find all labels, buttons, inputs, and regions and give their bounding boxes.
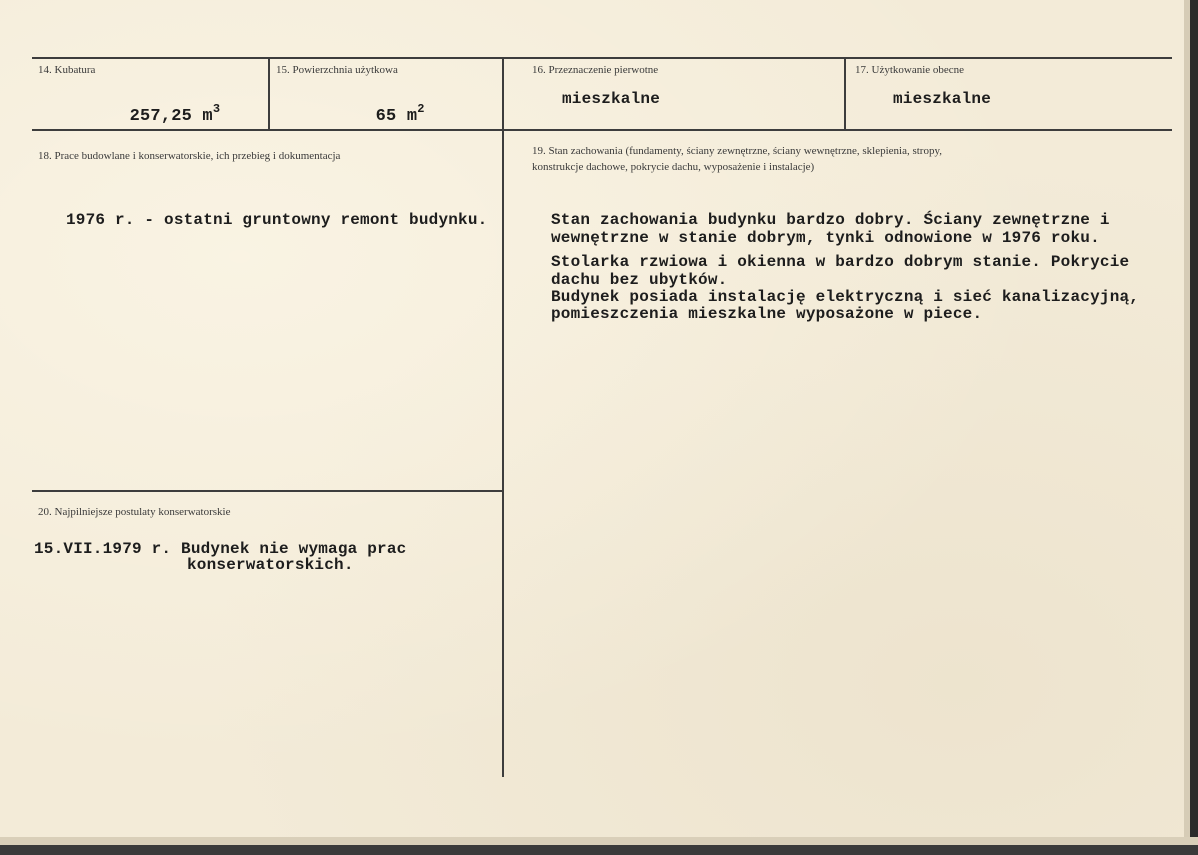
col-rule-1 [268, 57, 270, 129]
scan-border-right [1190, 0, 1198, 855]
stan-line-1: Stan zachowania budynku bardzo dobry. Ściany zewnętrzne i [551, 211, 1110, 229]
powierzchnia-number: 65 m [375, 107, 418, 126]
prace-text: 1976 r. - ostatni gruntowny remont budynku. [66, 211, 488, 229]
powierzchnia-label: 15. Powierzchnia użytkowa [276, 64, 398, 76]
stan-line-6: pomieszczenia mieszkalne wyposażone w piece. [551, 305, 983, 323]
przeznaczenie-label: 16. Przeznaczenie pierwotne [532, 64, 659, 76]
stan-label-line1: 19. Stan zachowania (fundamenty, ściany zewnętrzne, ściany wewnętrzne, sklepienia, stropy, [532, 145, 943, 157]
stan-line-3: Stolarka rzwiowa i okienna w bardzo dobrym stanie. Pokrycie [551, 253, 1130, 271]
top-rule [32, 57, 1172, 59]
stan-line-2: wewnętrzne w stanie dobrym, tynki odnowione w 1976 roku. [551, 229, 1100, 247]
postulaty-line-2: konserwatorskich. [187, 556, 354, 574]
kubatura-label: 14. Kubatura [38, 64, 96, 76]
powierzchnia-exponent: 2 [417, 102, 425, 116]
kubatura-number: 257,25 m [129, 107, 213, 126]
uzytkowanie-value: mieszkalne [893, 90, 992, 108]
prace-label: 18. Prace budowlane i konserwatorskie, ich przebieg i dokumentacja [38, 150, 341, 162]
stan-label-line2: konstrukcje dachowe, pokrycie dachu, wyposażenie i instalacje) [532, 161, 815, 173]
scan-border-bottom [0, 845, 1198, 855]
postulaty-line-1: 15.VII.1979 r. Budynek nie wymaga prac [34, 540, 407, 558]
col-rule-2 [502, 57, 504, 777]
kubatura-value [88, 88, 220, 146]
uzytkowanie-label: 17. Użytkowanie obecne [855, 64, 965, 76]
stan-line-4: dachu bez ubytków. [551, 271, 728, 289]
stan-line-5: Budynek posiada instalację elektryczną i sieć kanalizacyjną, [551, 288, 1140, 306]
card-edge-bottom [0, 837, 1198, 845]
powierzchnia-value [334, 88, 425, 146]
kubatura-exponent: 3 [212, 102, 221, 116]
przeznaczenie-value: mieszkalne [562, 90, 661, 108]
row-rule-2 [32, 490, 502, 492]
col-rule-3 [844, 57, 846, 129]
postulaty-label: 20. Najpilniejsze postulaty konserwatorskie [38, 506, 231, 518]
